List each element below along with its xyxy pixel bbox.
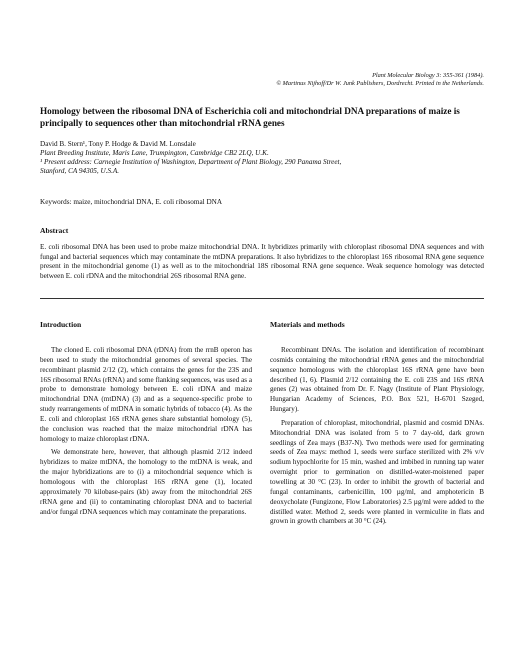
author-names: David B. Stern¹, Tony P. Hodge & David M. Lonsdale: [40, 140, 196, 148]
introduction-heading: Introduction: [40, 320, 82, 329]
methods-heading: Materials and methods: [270, 320, 345, 329]
keywords: Keywords: maize, mitochondrial DNA, E. coli ribosomal DNA: [40, 198, 223, 206]
methods-paragraph-1: Recombinant DNAs. The isolation and identification of recombinant cosmids containing the mitochondrial rRNA genes and the mitochondrial sequence homologous with the chloroplast 16S rRNA gene have been described (1, 6). Plasmid 2/12 containing the E. coli 23S and 16S rRNA genes (2) was obtained from Dr. F. Nagy (Institute of Plant Physiology, Hungarian Academy of Sciences, P.O. Box 521, H-6701 Szeged, Hungary).: [270, 346, 484, 414]
methods-column: [270, 320, 484, 531]
present-address-line-2: Stanford, CA 94305, U.S.A.: [40, 167, 120, 175]
section-divider: [40, 298, 484, 299]
present-address-line-1: ¹ Present address: Carnegie Institution of Washington, Department of Plant Biology, 290 Panama Street,: [40, 158, 342, 166]
introduction-paragraph-2: We demonstrate here, however, that although plasmid 2/12 indeed hybridizes to maize mtDNA, the homology to the mtDNA is weak, and the major hybridizations are to (i) a mitochondrial sequence which is homologous with the chloroplast 16S rRNA gene (1), located approximately 70 kilobase-pairs (kb) away from the mitochondrial 26S rRNA gene and (ii) to contaminating chloroplast DNA and to bacterial and/or fungal rDNA sequences which may contaminate the preparations.: [40, 448, 252, 516]
methods-paragraph-2: Preparation of chloroplast, mitochondrial, plasmid and cosmid DNAs. Mitochondrial DNA was isolated from 5 to 7 day-old, dark grown seedlings of Zea mays (B37-N). Two methods were used for germinating seeds of Zea mays: method 1, seeds were surface sterilized with 2% v/v sodium hypochlorite for 15 min, washed and imbibed in running tap water overnight prior to germination on distilled-water-moistened paper towelling at 30 °C (23). In order to inhibit the growth of bacterial and fungal contaminants, carbenicillin, 100 µg/ml, and amphotericin B deoxycholate (Fungizone, Flow Laboratories) 2.5 µg/ml were added to the distilled water. Method 2, seeds were planted in vermiculite in flats and grown in growth chambers at 30 °C (24).: [270, 418, 484, 526]
article-title: Homology between the ribosomal DNA of Escherichia coli and mitochondrial DNA preparations of maize is principally to sequences other than mitochondrial rRNA genes: [40, 106, 460, 128]
introduction-column: [40, 320, 252, 521]
affiliation: Plant Breeding Institute, Maris Lane, Trumpington, Cambridge CB2 2LQ, U.K.: [40, 149, 269, 157]
journal-line-2: © Martinus Nijhoff/Dr W. Junk Publishers, Dordrecht. Printed in the Netherlands.: [276, 80, 484, 87]
abstract-text: E. coli ribosomal DNA has been used to probe maize mitochondrial DNA. It hybridizes primarily with chloroplast ribosomal DNA sequences and with fungal and bacterial sequences which may contaminate the mtDNA preparations. It also hybridizes to the chloroplast 16S ribosomal RNA gene sequence present in the mitochondrial genome (1) as well as to the mitochondrial 18S ribosomal RNA gene sequence. Weak sequence homology was detected between E. coli rDNA and the mitochondrial 26S ribosomal RNA gene.: [40, 243, 484, 280]
introduction-paragraph-1: The cloned E. coli ribosomal DNA (rDNA) from the rrnB operon has been used to study the mitochondrial genomes of several species. The recombinant plasmid 2/12 (2), which contains the genes for the 23S and 16S ribosomal RNAs (rRNA) and some flanking sequences, was used as a probe to demonstrate homology between E. coli rDNA and maize mitochondrial DNA (mtDNA) (3) and as a sequence-specific probe to study rearrangements of mtDNA in somatic hybrids of tobacco (4). As the E. coli and chloroplast 16S rRNA genes share substantial homology (5), the conclusion was reached that the maize mitochondrial rDNA has homology to maize chloroplast rDNA.: [40, 346, 252, 443]
journal-citation: [40, 72, 484, 88]
abstract-heading: Abstract: [40, 226, 69, 235]
author-block: [40, 140, 495, 176]
journal-line-1: Plant Molecular Biology 3: 355-361 (1984).: [372, 72, 484, 79]
